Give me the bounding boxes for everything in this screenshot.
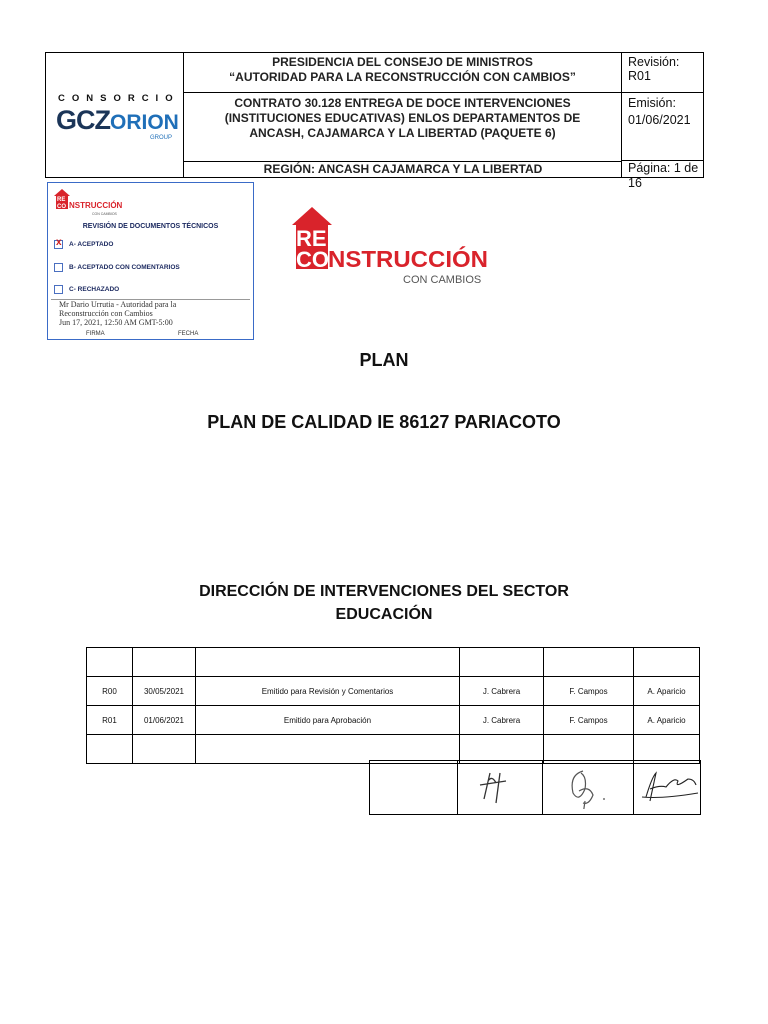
table-cell <box>544 648 634 677</box>
contract-line1: CONTRATO 30.128 ENTREGA DE DOCE INTERVENCIONES <box>234 96 571 110</box>
table-row <box>87 677 700 706</box>
rev-elaborated-by: J. Cabrera <box>460 677 544 706</box>
review-stamp <box>47 182 254 340</box>
header-title-line1: PRESIDENCIA DEL CONSEJO DE MINISTROS <box>272 55 533 69</box>
rev-elaborated-by: J. Cabrera <box>460 706 544 735</box>
stamp-checkbox <box>54 263 63 272</box>
stamp-option-label: A- ACEPTADO <box>69 241 114 248</box>
stamp-signer-line2: Reconstrucción con Cambios <box>59 309 153 318</box>
stamp-checkbox-checked <box>54 240 63 249</box>
logo-orion-text: ORION <box>110 111 179 134</box>
stamp-signer-line1: Mr Dario Urrutia - Autoridad para la <box>59 300 177 309</box>
header-region: REGIÓN: ANCASH CAJAMARCA Y LA LIBERTAD <box>184 161 622 178</box>
table-cell <box>133 648 196 677</box>
stamp-checkbox <box>54 285 63 294</box>
logo-consorcio-text: CONSORCIO <box>58 93 180 104</box>
logo-cambios-text: CON CAMBIOS <box>403 274 482 286</box>
logo-nstruccion-text: NSTRUCCIÓN <box>328 246 482 272</box>
stamp-title: REVISIÓN DE DOCUMENTOS TÉCNICOS <box>82 223 219 230</box>
rev-description: Emitido para Aprobación <box>196 706 460 735</box>
table-cell <box>87 735 133 764</box>
table-cell <box>370 761 458 815</box>
reconstruccion-logo <box>292 207 492 289</box>
stamp-signed-date: Jun 17, 2021, 12:50 AM GMT-5:00 <box>59 318 173 327</box>
stamp-logo-nstruccion: NSTRUCCIÓN <box>69 201 123 210</box>
revision-table <box>86 647 700 764</box>
rev-approved-by: A. Aparicio <box>634 706 700 735</box>
document-title: PLAN DE CALIDAD IE 86127 PARIACOTO <box>207 412 561 432</box>
rev-code: R01 <box>87 706 133 735</box>
table-cell <box>634 648 700 677</box>
header-page-number: Página: 1 de 16 <box>628 161 699 190</box>
rev-date: 30/05/2021 <box>133 677 196 706</box>
direction-line1: DIRECCIÓN DE INTERVENCIONES DEL SECTOR <box>199 583 569 600</box>
signature-table <box>369 760 701 815</box>
company-logo <box>46 53 184 177</box>
emision-label: Emisión: <box>628 96 676 110</box>
stamp-option-rechazado <box>54 285 119 294</box>
logo-re-text: RE <box>296 226 327 251</box>
logo-gcz-orion <box>56 105 179 136</box>
table-row <box>87 706 700 735</box>
header-title-line2: “AUTORIDAD PARA LA RECONSTRUCCIÓN CON CAMBIOS” <box>229 70 576 84</box>
document-type: PLAN <box>359 350 409 370</box>
contract-line3: ANCASH, CAJAMARCA Y LA LIBERTAD (PAQUETE 6) <box>249 126 556 140</box>
header-title <box>184 53 622 93</box>
handwritten-signature-icon <box>634 761 700 809</box>
stamp-option-aceptado-comentarios <box>54 263 180 272</box>
stamp-firma-label: FIRMA <box>86 331 105 337</box>
document-header <box>45 52 704 190</box>
rev-date: 01/06/2021 <box>133 706 196 735</box>
stamp-fecha-label: FECHA <box>178 331 199 337</box>
rev-reviewed-by: F. Campos <box>544 706 634 735</box>
stamp-logo-co: CO <box>57 204 66 210</box>
stamp-logo-re: RE <box>57 197 66 203</box>
stamp-logo-cambios: CON CAMBIOS <box>92 212 117 216</box>
stamp-option-label: B- ACEPTADO CON COMENTARIOS <box>69 264 180 271</box>
table-cell <box>460 648 544 677</box>
logo-gcz-text: GCZ <box>56 105 110 135</box>
stamp-option-label: C- RECHAZADO <box>69 286 120 293</box>
handwritten-signature-icon <box>458 761 542 809</box>
logo-co-text: CO <box>296 247 329 272</box>
rev-reviewed-by: F. Campos <box>544 677 634 706</box>
direction-line2: EDUCACIÓN <box>335 606 433 623</box>
handwritten-signature-icon <box>543 761 633 809</box>
table-row <box>370 761 701 815</box>
header-emision <box>622 93 703 161</box>
rev-approved-by: A. Aparicio <box>634 677 700 706</box>
direction-heading <box>0 580 768 626</box>
contract-line2: (INSTITUCIONES EDUCATIVAS) ENLOS DEPARTAMENTOS DE <box>224 111 581 125</box>
rev-code: R00 <box>87 677 133 706</box>
signature-approved <box>634 761 701 815</box>
logo-group-text: GROUP <box>150 135 173 141</box>
stamp-option-aceptado <box>54 240 113 249</box>
table-cell <box>87 648 133 677</box>
table-row <box>87 648 700 677</box>
table-cell <box>196 648 460 677</box>
signature-elaborated <box>458 761 543 815</box>
table-cell <box>133 735 196 764</box>
rev-description: Emitido para Revisión y Comentarios <box>196 677 460 706</box>
signature-reviewed <box>543 761 634 815</box>
stamp-reconstruccion-logo <box>54 187 134 219</box>
emision-date: 01/06/2021 <box>628 113 691 127</box>
stamp-signature-area <box>51 299 250 331</box>
header-revision: Revisión: R01 <box>622 53 703 93</box>
